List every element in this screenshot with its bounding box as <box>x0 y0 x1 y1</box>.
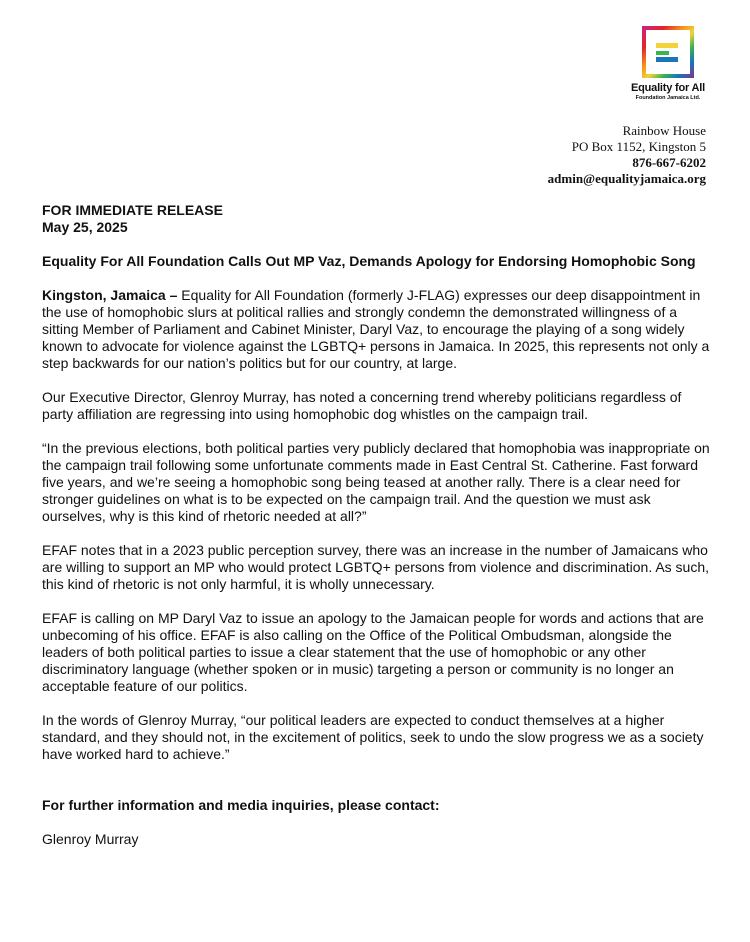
release-date: May 25, 2025 <box>42 219 128 235</box>
paragraph-5: EFAF is calling on MP Daryl Vaz to issue an apology to the Jamaican people for words and actions that are unbecoming of his office. EFAF is also calling on the Office of the Political Ombudsman, alongside the leaders of both political parties to issue a clear statement that the use of homophobic or any other discriminatory language (whether spoken or in music) targeting a person or community is no longer an acceptable feature of our politics. <box>42 610 704 694</box>
paragraph-2: Our Executive Director, Glenroy Murray, has noted a concerning trend whereby politicians regardless of party affiliation are regressing into using homophobic dog whistles on the campaign trail. <box>42 389 682 422</box>
address-block <box>548 123 706 187</box>
paragraph-4: EFAF notes that in a 2023 public perception survey, there was an increase in the number of Jamaicans who are willing to support an MP who would protect LGBTQ+ persons from violence and discrimination. As such, this kind of rhetoric is not only harmful, it is wholly unnecessary. <box>42 542 710 592</box>
logo-name: Equality for All <box>630 82 705 94</box>
foundation-logo <box>620 26 716 101</box>
email-address: admin@equalityjamaica.org <box>547 171 706 186</box>
address-line-2: PO Box 1152, Kingston 5 <box>571 139 706 154</box>
contact-name: Glenroy Murray <box>42 831 139 847</box>
press-release-body <box>42 202 712 848</box>
phone-number: 876-667-6202 <box>632 155 706 170</box>
dateline: Kingston, Jamaica – <box>42 287 178 303</box>
headline: Equality For All Foundation Calls Out MP Vaz, Demands Apology for Endorsing Homophobic Song <box>42 253 696 269</box>
paragraph-1-text: Equality for All Foundation (formerly J-FLAG) expresses our deep disappointment in the use of homophobic slurs at political rallies and strongly condemn the demonstrated willingness of a sitting Member of Parliament and Cabinet Minister, Daryl Vaz, to encourage the playing of a song widely known to advocate for violence against the LGBTQ+ persons in Jamaica. In 2025, this represents not only a step backwards for our nation’s politics but for our country, at large. <box>42 287 710 371</box>
contact-heading: For further information and media inquiries, please contact: <box>42 797 440 813</box>
paragraph-1 <box>42 287 712 372</box>
rainbow-square-logo-icon <box>642 26 694 78</box>
release-label: FOR IMMEDIATE RELEASE <box>42 202 223 218</box>
paragraph-3: “In the previous elections, both political parties very publicly declared that homophobia was inappropriate on the campaign trail following some unfortunate comments made in East Central St. Catherine. Fast forward five years, and we’re seeing a homophobic song being teased at another rally. There is a clear need for stronger guidelines on what is to be expected on the campaign trail. And the question we must ask ourselves, why is this kind of rhetoric needed at all?” <box>42 440 710 524</box>
logo-subtitle: Foundation Jamaica Ltd. <box>635 95 701 101</box>
address-line-1: Rainbow House <box>622 123 706 138</box>
paragraph-6: In the words of Glenroy Murray, “our political leaders are expected to conduct themselves at a higher standard, and they should not, in the excitement of politics, seek to undo the slow progress we as a society have worked hard to achieve.” <box>42 712 704 762</box>
